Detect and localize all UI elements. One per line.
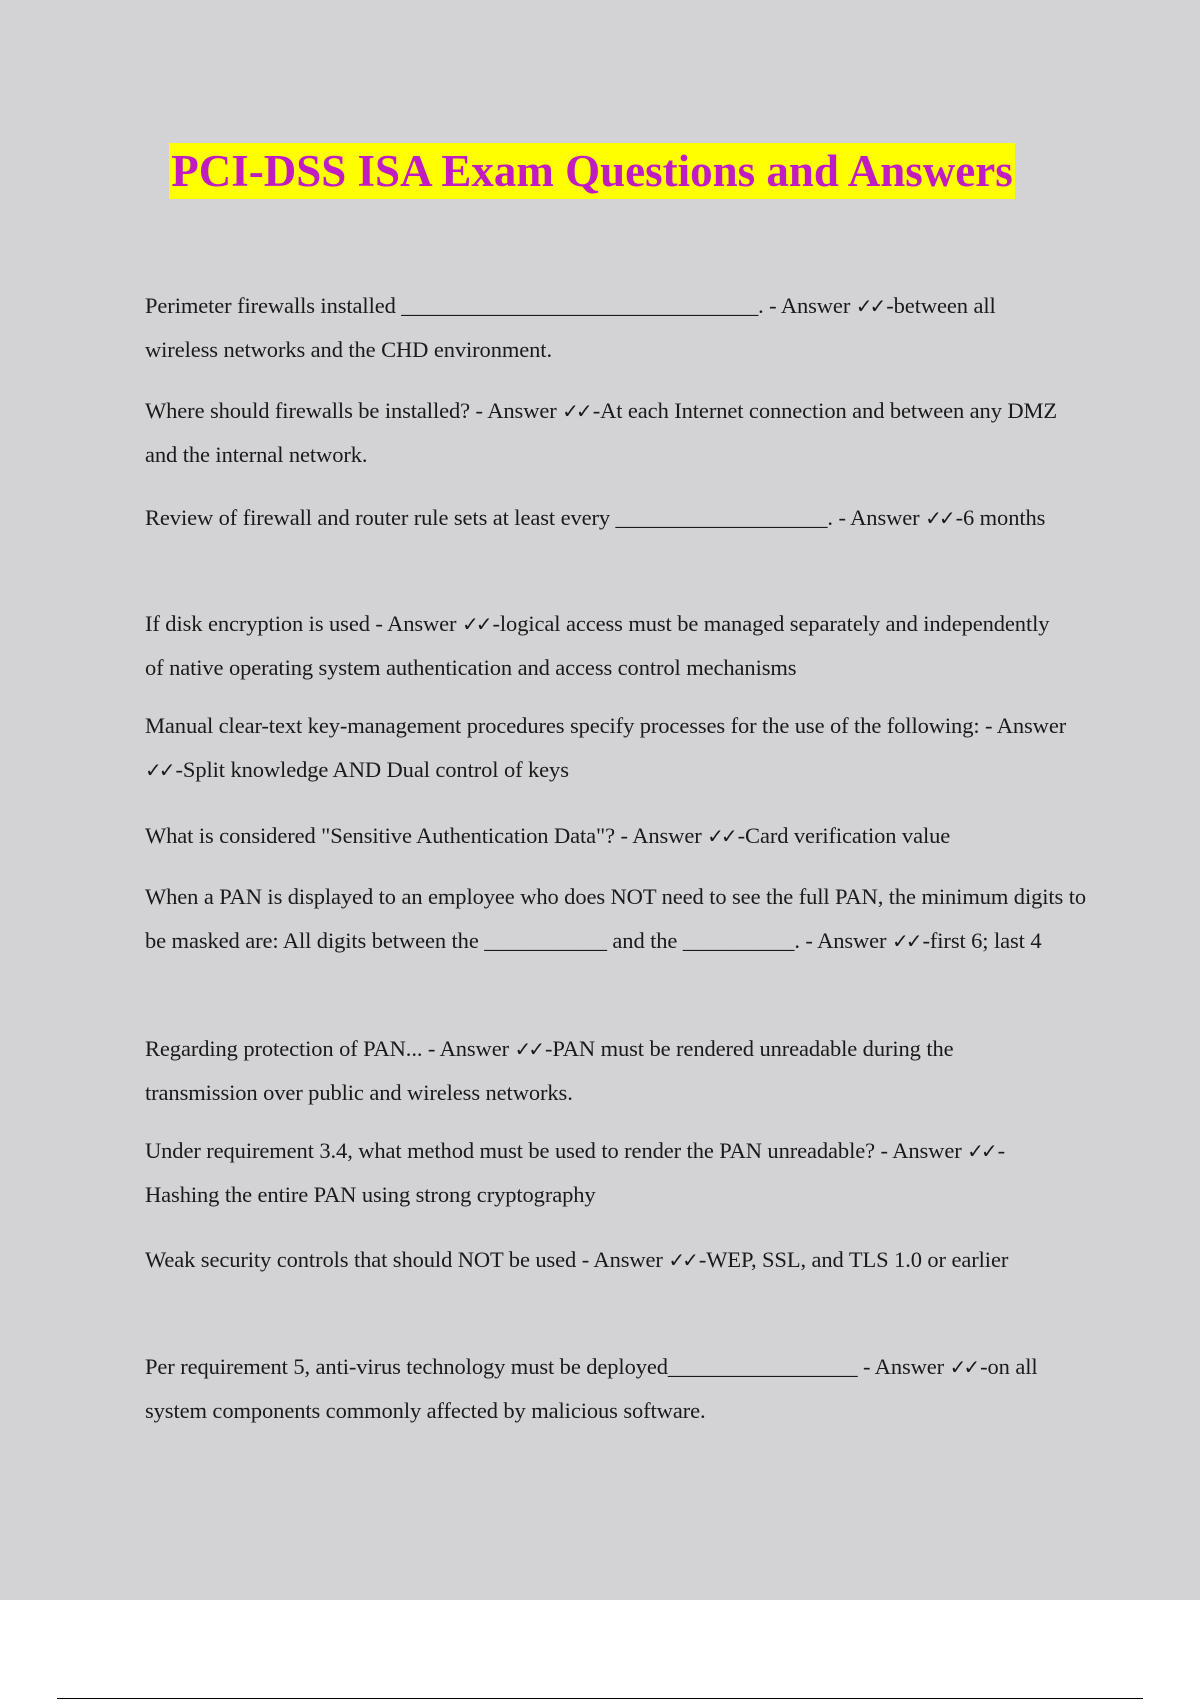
answer-label: Answer: [632, 823, 702, 848]
double-check-icon: ✓✓: [855, 294, 884, 318]
qa-item-3: [145, 496, 1065, 540]
answer-text: -Hashing the entire PAN using strong cryptography: [145, 1138, 1006, 1207]
answer-label: Answer: [892, 1138, 962, 1163]
answer-text: -At each Internet connection and between any DMZ and the internal network.: [145, 398, 1058, 467]
title-container: [0, 143, 1200, 199]
answer-label: Answer: [874, 1354, 945, 1379]
answer-text: -on all system components commonly affected by malicious software.: [145, 1354, 1038, 1423]
double-check-icon: ✓✓: [461, 612, 490, 636]
qa-item-2: [145, 389, 1065, 477]
footer-divider: [57, 1698, 1143, 1699]
qa-item-1: [145, 284, 1065, 372]
answer-label: Answer: [817, 928, 887, 953]
question-text: What is considered "Sensitive Authentication Data"? -: [145, 823, 633, 848]
answer-text: -Card verification value: [737, 823, 951, 848]
question-text: Regarding protection of PAN... -: [145, 1036, 440, 1061]
qa-item-7: [145, 875, 1105, 963]
answer-text: -PAN must be rendered unreadable during the transmission over public and wireless networks.: [145, 1036, 954, 1105]
document-title: PCI-DSS ISA Exam Questions and Answers: [169, 143, 1014, 199]
question-text: Where should firewalls be installed? -: [145, 398, 488, 423]
answer-text: -logical access must be managed separately and independently of native operating system authentication and access control mechanisms: [145, 611, 1050, 680]
double-check-icon: ✓✓: [514, 1037, 543, 1061]
answer-text: -Split knowledge AND Dual control of keys: [175, 757, 569, 782]
question-text: Weak security controls that should NOT be used -: [145, 1247, 594, 1272]
qa-item-10: [145, 1238, 1065, 1282]
question-text: Perimeter firewalls installed ________________________________. -: [145, 293, 781, 318]
double-check-icon: ✓✓: [891, 929, 920, 953]
answer-text: -WEP, SSL, and TLS 1.0 or earlier: [698, 1247, 1009, 1272]
answer-label: Answer: [996, 713, 1067, 738]
qa-item-6: [145, 814, 1090, 858]
answer-text: -6 months: [955, 505, 1046, 530]
double-check-icon: ✓✓: [707, 824, 735, 848]
answer-label: Answer: [387, 611, 457, 636]
answer-text: -first 6; last 4: [922, 928, 1042, 953]
qa-item-4: [145, 602, 1065, 690]
question-text: Per requirement 5, anti-virus technology must be deployed_________________ -: [145, 1354, 875, 1379]
qa-item-9: [145, 1129, 1065, 1217]
qa-item-8: [145, 1027, 1065, 1115]
answer-label: Answer: [780, 293, 851, 318]
answer-label: Answer: [439, 1036, 509, 1061]
question-text: If disk encryption is used -: [145, 611, 388, 636]
double-check-icon: ✓✓: [145, 758, 173, 782]
double-check-icon: ✓✓: [562, 399, 590, 423]
question-text: When a PAN is displayed to an employee who does NOT need to see the full PAN, the minimum digits to be masked are: All digits between the ___________ and the __________. -: [145, 884, 1087, 953]
page-footer: [0, 1600, 1200, 1700]
answer-text: -between all wireless networks and the CHD environment.: [145, 293, 996, 362]
question-text: Manual clear-text key-management procedures specify processes for the use of the following: -: [145, 713, 997, 738]
double-check-icon: ✓✓: [925, 506, 953, 530]
answer-label: Answer: [850, 505, 920, 530]
qa-item-5: [145, 704, 1090, 792]
double-check-icon: ✓✓: [967, 1139, 995, 1163]
double-check-icon: ✓✓: [668, 1248, 696, 1272]
answer-label: Answer: [593, 1247, 663, 1272]
question-text: Review of firewall and router rule sets at least every ___________________. -: [145, 505, 851, 530]
qa-item-11: [145, 1345, 1080, 1433]
question-text: Under requirement 3.4, what method must be used to render the PAN unreadable? -: [145, 1138, 893, 1163]
double-check-icon: ✓✓: [949, 1355, 978, 1379]
answer-label: Answer: [487, 398, 557, 423]
